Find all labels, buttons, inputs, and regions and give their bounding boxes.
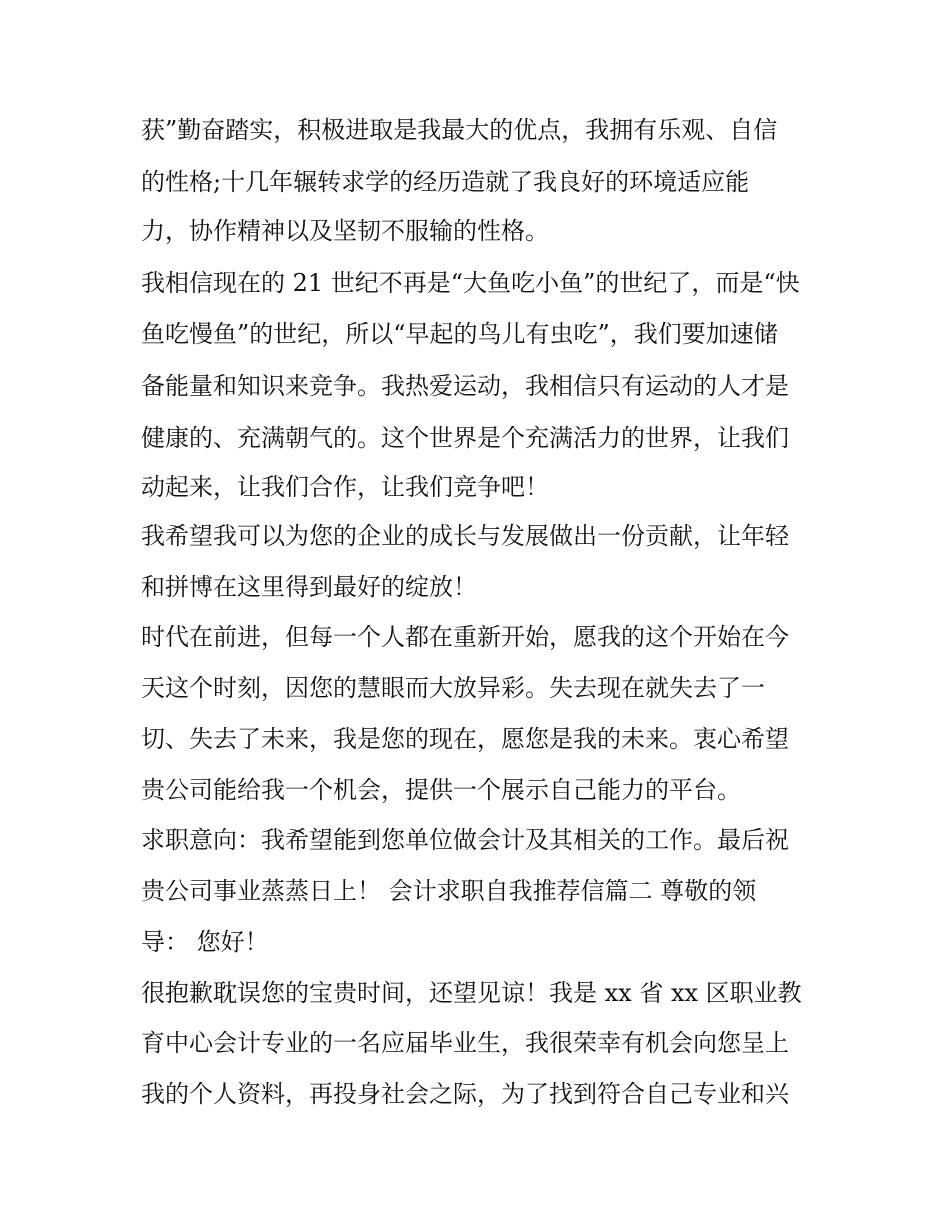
text-line: 备能量和知识来竞争。我热爱运动，我相信只有运动的人才是	[141, 372, 789, 400]
text-line: 切、失去了未来，我是您的现在，愿您是我的未来。衷心希望	[141, 725, 789, 753]
text-line: 和拼博在这里得到最好的绽放！	[141, 573, 477, 601]
text-line: 时代在前进，但每一个人都在重新开始，愿我的这个开始在今	[141, 623, 789, 651]
text-line: 求职意向：我希望能到您单位做会计及其相关的工作。最后祝	[141, 826, 789, 854]
text-line: 天这个时刻，因您的慧眼而大放异彩。失去现在就失去了一	[141, 674, 765, 702]
text-line: 贵公司能给我一个机会，提供一个展示自己能力的平台。	[141, 776, 741, 804]
text-line: 动起来，让我们合作，让我们竞争吧！	[141, 473, 549, 501]
text-line: 很抱歉耽误您的宝贵时间，还望见谅！我是 xx 省 xx 区职业教	[141, 979, 802, 1007]
text-line: 力，协作精神以及坚韧不服输的性格。	[141, 217, 549, 245]
text-line: 我相信现在的 21 世纪不再是“大鱼吃小鱼”的世纪了，而是“快	[141, 269, 800, 297]
text-line: 导： 您好！	[141, 928, 269, 956]
text-line: 鱼吃慢鱼”的世纪，所以“早起的鸟儿有虫吃”，我们要加速储	[141, 320, 778, 348]
text-line: 健康的、充满朝气的。这个世界是个充满活力的世界，让我们	[141, 424, 789, 452]
text-line: 我的个人资料，再投身社会之际，为了找到符合自己专业和兴	[141, 1080, 789, 1108]
text-line: 我希望我可以为您的企业的成长与发展做出一份贡献，让年轻	[141, 522, 789, 550]
text-line: 贵公司事业蒸蒸日上！ 会计求职自我推荐信篇二 尊敬的领	[141, 877, 757, 905]
text-line: 育中心会计专业的一名应届毕业生，我很荣幸有机会向您呈上	[141, 1029, 789, 1057]
text-line: 获”勤奋踏实，积极进取是我最大的优点，我拥有乐观、自信	[141, 116, 778, 144]
text-line: 的性格;十几年辗转求学的经历造就了我良好的环境适应能	[141, 168, 750, 196]
